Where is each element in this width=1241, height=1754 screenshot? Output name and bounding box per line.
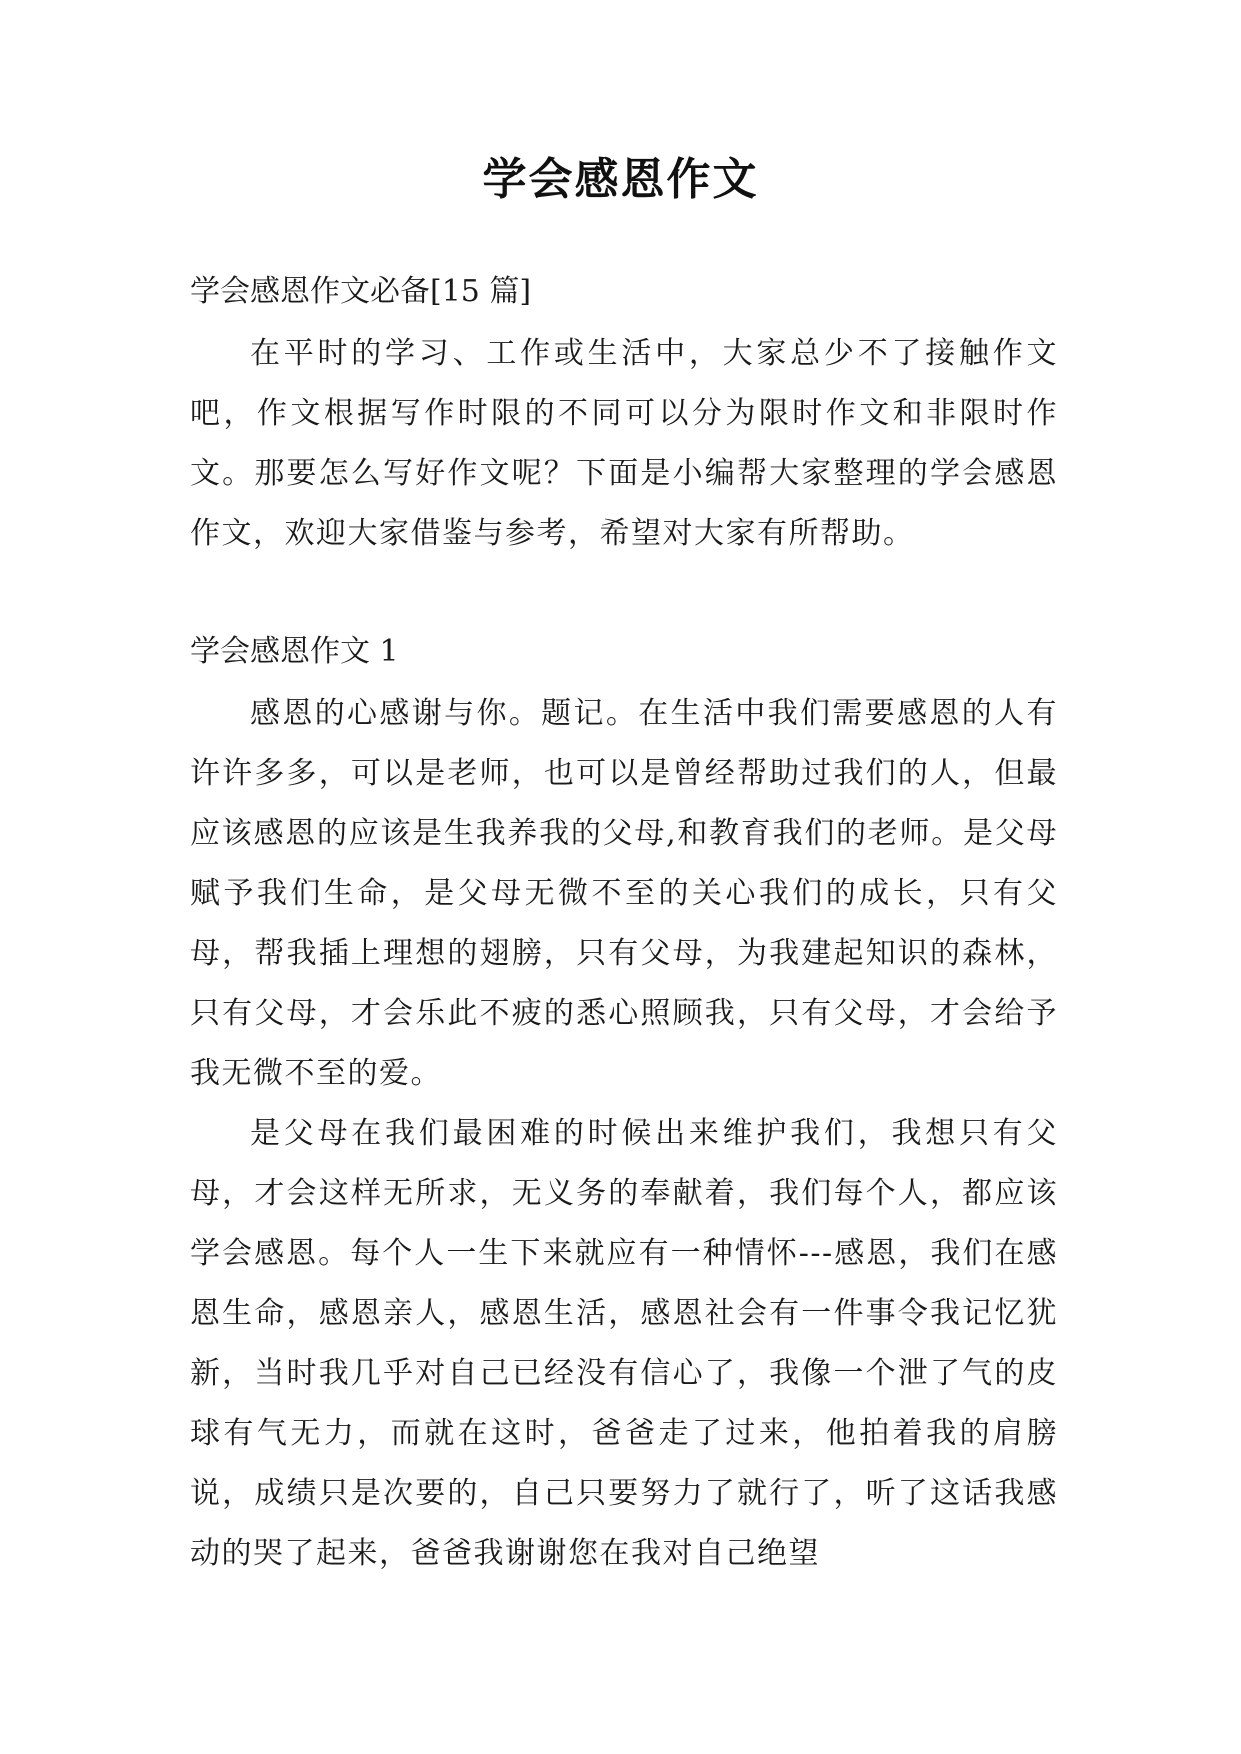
- section-heading: 学会感恩作文 1: [190, 634, 399, 669]
- section-paragraph: 是父母在我们最困难的时候出来维护我们，我想只有父母，才会这样无所求，无义务的奉献着，我们每个人，都应该学会感恩。每个人一生下来就应有一种情怀---感恩，我们在感恩生命，感恩亲人，感恩生活，感恩社会有一件事令我记忆犹新，当时我几乎对自己已经没有信心了，我像一个泄了气的皮球有气无力，而就在这时，爸爸走了过来，他拍着我的肩膀说，成绩只是次要的，自己只要努力了就行了，听了这话我感动的哭了起来，爸爸我谢谢您在我对自己绝望: [190, 1116, 1058, 1571]
- document-subtitle: 学会感恩作文必备[15 篇]: [190, 274, 532, 309]
- section-paragraph: 感恩的心感谢与你。题记。在生活中我们需要感恩的人有许许多多，可以是老师，也可以是曾经帮助过我们的人，但最应该感恩的应该是生我养我的父母,和教育我们的老师。是父母赋予我们生命，是父母无微不至的关心我们的成长，只有父母，帮我插上理想的翅膀，只有父母，为我建起知识的森林，只有父母，才会乐此不疲的悉心照顾我，只有父母，才会给予我无微不至的爱。: [190, 696, 1058, 1091]
- document-title: 学会感恩作文: [482, 154, 759, 205]
- document-body: [190, 260, 1058, 1584]
- section-spacer: [190, 564, 1058, 620]
- intro-paragraph: 在平时的学习、工作或生活中，大家总少不了接触作文吧，作文根据写作时限的不同可以分为限时作文和非限时作文。那要怎么写好作文呢？下面是小编帮大家整理的学会感恩作文，欢迎大家借鉴与参考，希望对大家有所帮助。: [190, 336, 1058, 551]
